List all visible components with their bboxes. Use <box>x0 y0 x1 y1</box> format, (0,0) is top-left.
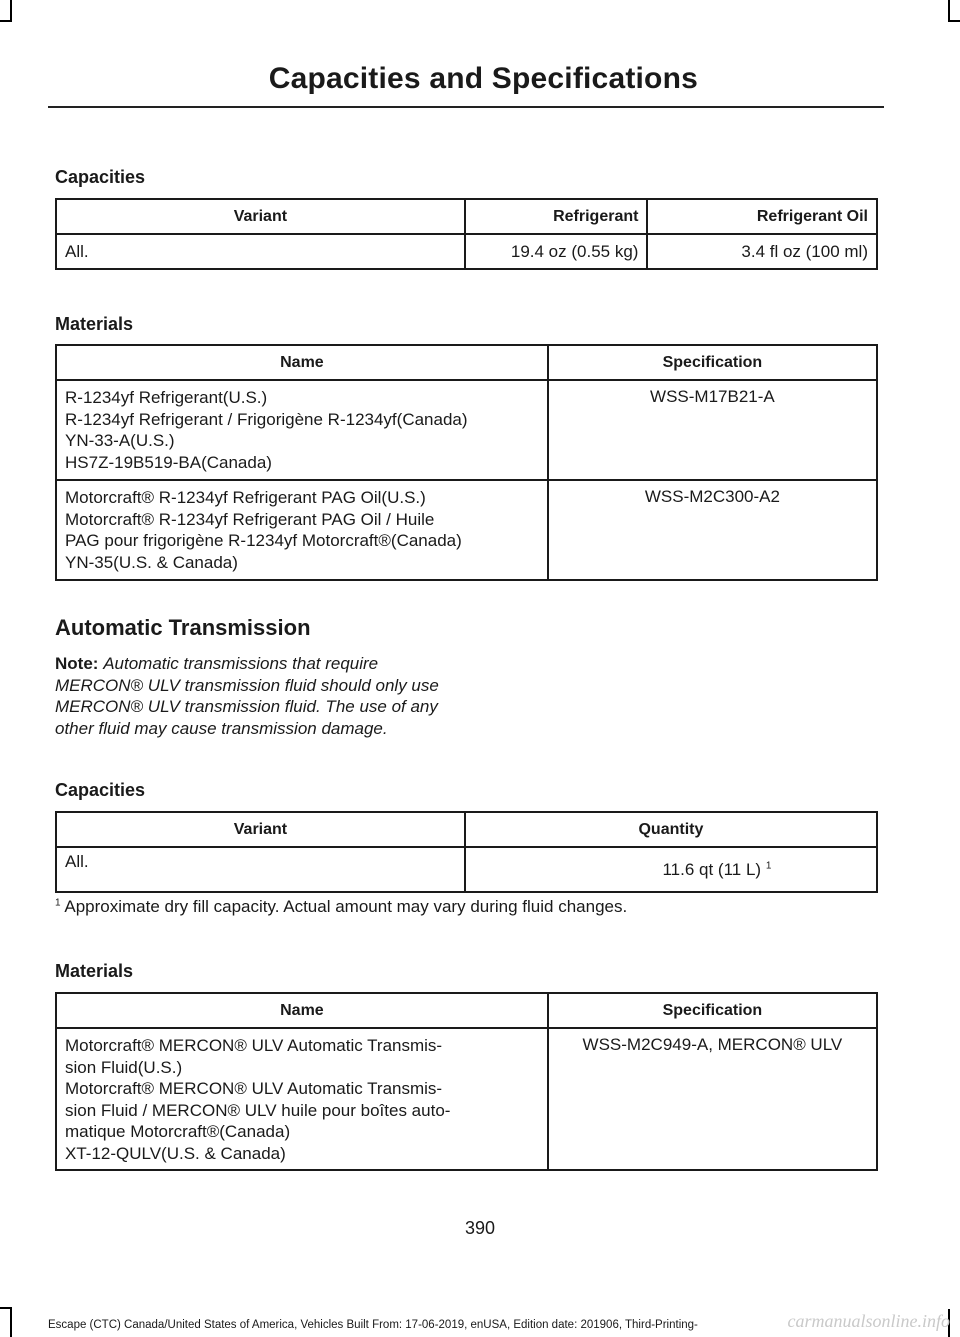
note-text: Automatic transmissions that require MERCON® ULV transmission fluid should only use MERCON® ULV transmission fluid. The use of any other fluid may cause transmission damage. <box>55 654 439 738</box>
material-name-line: PAG pour frigorigène R-1234yf Motorcraft®(Canada) <box>65 531 462 550</box>
table-cell: All. <box>56 847 465 892</box>
transmission-note <box>55 653 455 739</box>
edition-line: Escape (CTC) Canada/United States of America, Vehicles Built From: 17-06-2019, enUSA, Edition date: 201906, Third-Printing- <box>48 1319 698 1331</box>
footnote <box>55 897 627 917</box>
table-row <box>56 1028 877 1170</box>
material-name-line: Motorcraft® R-1234yf Refrigerant PAG Oil / Huile <box>65 509 435 529</box>
refrigerant-materials-heading: Materials <box>55 314 134 334</box>
transmission-materials-table <box>55 992 878 1171</box>
table-row <box>56 847 877 892</box>
table-row <box>56 380 877 480</box>
table-cell: All. <box>56 234 465 269</box>
table-header-row <box>56 993 877 1028</box>
table-header-row <box>56 812 877 847</box>
column-header: Specification <box>548 993 877 1028</box>
transmission-capacities-heading: Capacities <box>55 780 146 800</box>
material-name-line: R-1234yf Refrigerant / Frigorigène R-1234yf(Canada) <box>65 409 468 429</box>
column-header: Refrigerant Oil <box>647 199 877 234</box>
column-header: Variant <box>56 812 465 847</box>
automatic-transmission-heading: Automatic Transmission <box>55 615 311 640</box>
refrigerant-capacities-table <box>55 198 878 270</box>
table-header-row <box>56 345 877 380</box>
title-divider <box>48 106 884 108</box>
column-header: Name <box>56 993 548 1028</box>
material-name-line: matique Motorcraft®(Canada) <box>65 1122 291 1141</box>
column-header: Specification <box>548 345 877 380</box>
material-name-line: XT-12-QULV(U.S. & Canada) <box>65 1143 286 1163</box>
page-number: 390 <box>464 1218 496 1238</box>
quantity-value: 11.6 qt (11 L) <box>662 860 762 879</box>
footnote-text: Approximate dry fill capacity. Actual amount may vary during fluid changes. <box>64 897 628 916</box>
table-cell <box>56 1028 548 1170</box>
material-name-line: Motorcraft® R-1234yf Refrigerant PAG Oil(U.S.) <box>65 488 426 507</box>
crop-mark <box>948 0 950 20</box>
crop-mark <box>0 1307 12 1309</box>
material-name-line: HS7Z-19B519-BA(Canada) <box>65 452 272 472</box>
column-header: Quantity <box>465 812 877 847</box>
note-label: Note: <box>55 654 99 673</box>
material-name-line: R-1234yf Refrigerant(U.S.) <box>65 388 268 407</box>
table-cell: WSS-M2C300-A2 <box>548 480 877 580</box>
transmission-capacities-table <box>55 811 878 893</box>
column-header: Variant <box>56 199 465 234</box>
refrigerant-capacities-heading: Capacities <box>55 167 146 187</box>
crop-mark <box>10 0 12 20</box>
material-name-line: YN-33-A(U.S.) <box>65 431 175 450</box>
material-name-line: YN-35(U.S. & Canada) <box>65 552 238 572</box>
table-cell <box>465 847 877 892</box>
table-header-row <box>56 199 877 234</box>
column-header: Refrigerant <box>465 199 648 234</box>
table-cell: WSS-M2C949-A, MERCON® ULV <box>548 1028 877 1170</box>
material-name-line: Motorcraft® MERCON® ULV Automatic Transmis- <box>65 1036 443 1055</box>
material-name-line: sion Fluid(U.S.) <box>65 1057 183 1077</box>
transmission-materials-heading: Materials <box>55 961 134 981</box>
footnote-ref: 1 <box>765 860 772 872</box>
footnote-number: 1 <box>55 897 61 909</box>
table-row <box>56 234 877 269</box>
table-cell <box>56 480 548 580</box>
table-cell <box>56 380 548 480</box>
table-cell: WSS-M17B21-A <box>548 380 877 480</box>
table-row <box>56 480 877 580</box>
watermark: carmanualsonline.info <box>787 1311 950 1331</box>
crop-mark <box>10 1309 12 1337</box>
column-header: Name <box>56 345 548 380</box>
refrigerant-materials-table <box>55 344 878 581</box>
table-cell: 3.4 fl oz (100 ml) <box>647 234 877 269</box>
page-title: Capacities and Specifications <box>268 62 698 95</box>
table-cell: 19.4 oz (0.55 kg) <box>465 234 648 269</box>
material-name-line: Motorcraft® MERCON® ULV Automatic Transmis- <box>65 1079 443 1098</box>
material-name-line: sion Fluid / MERCON® ULV huile pour boîtes auto- <box>65 1100 451 1120</box>
crop-mark <box>948 20 960 22</box>
crop-mark <box>0 20 12 22</box>
